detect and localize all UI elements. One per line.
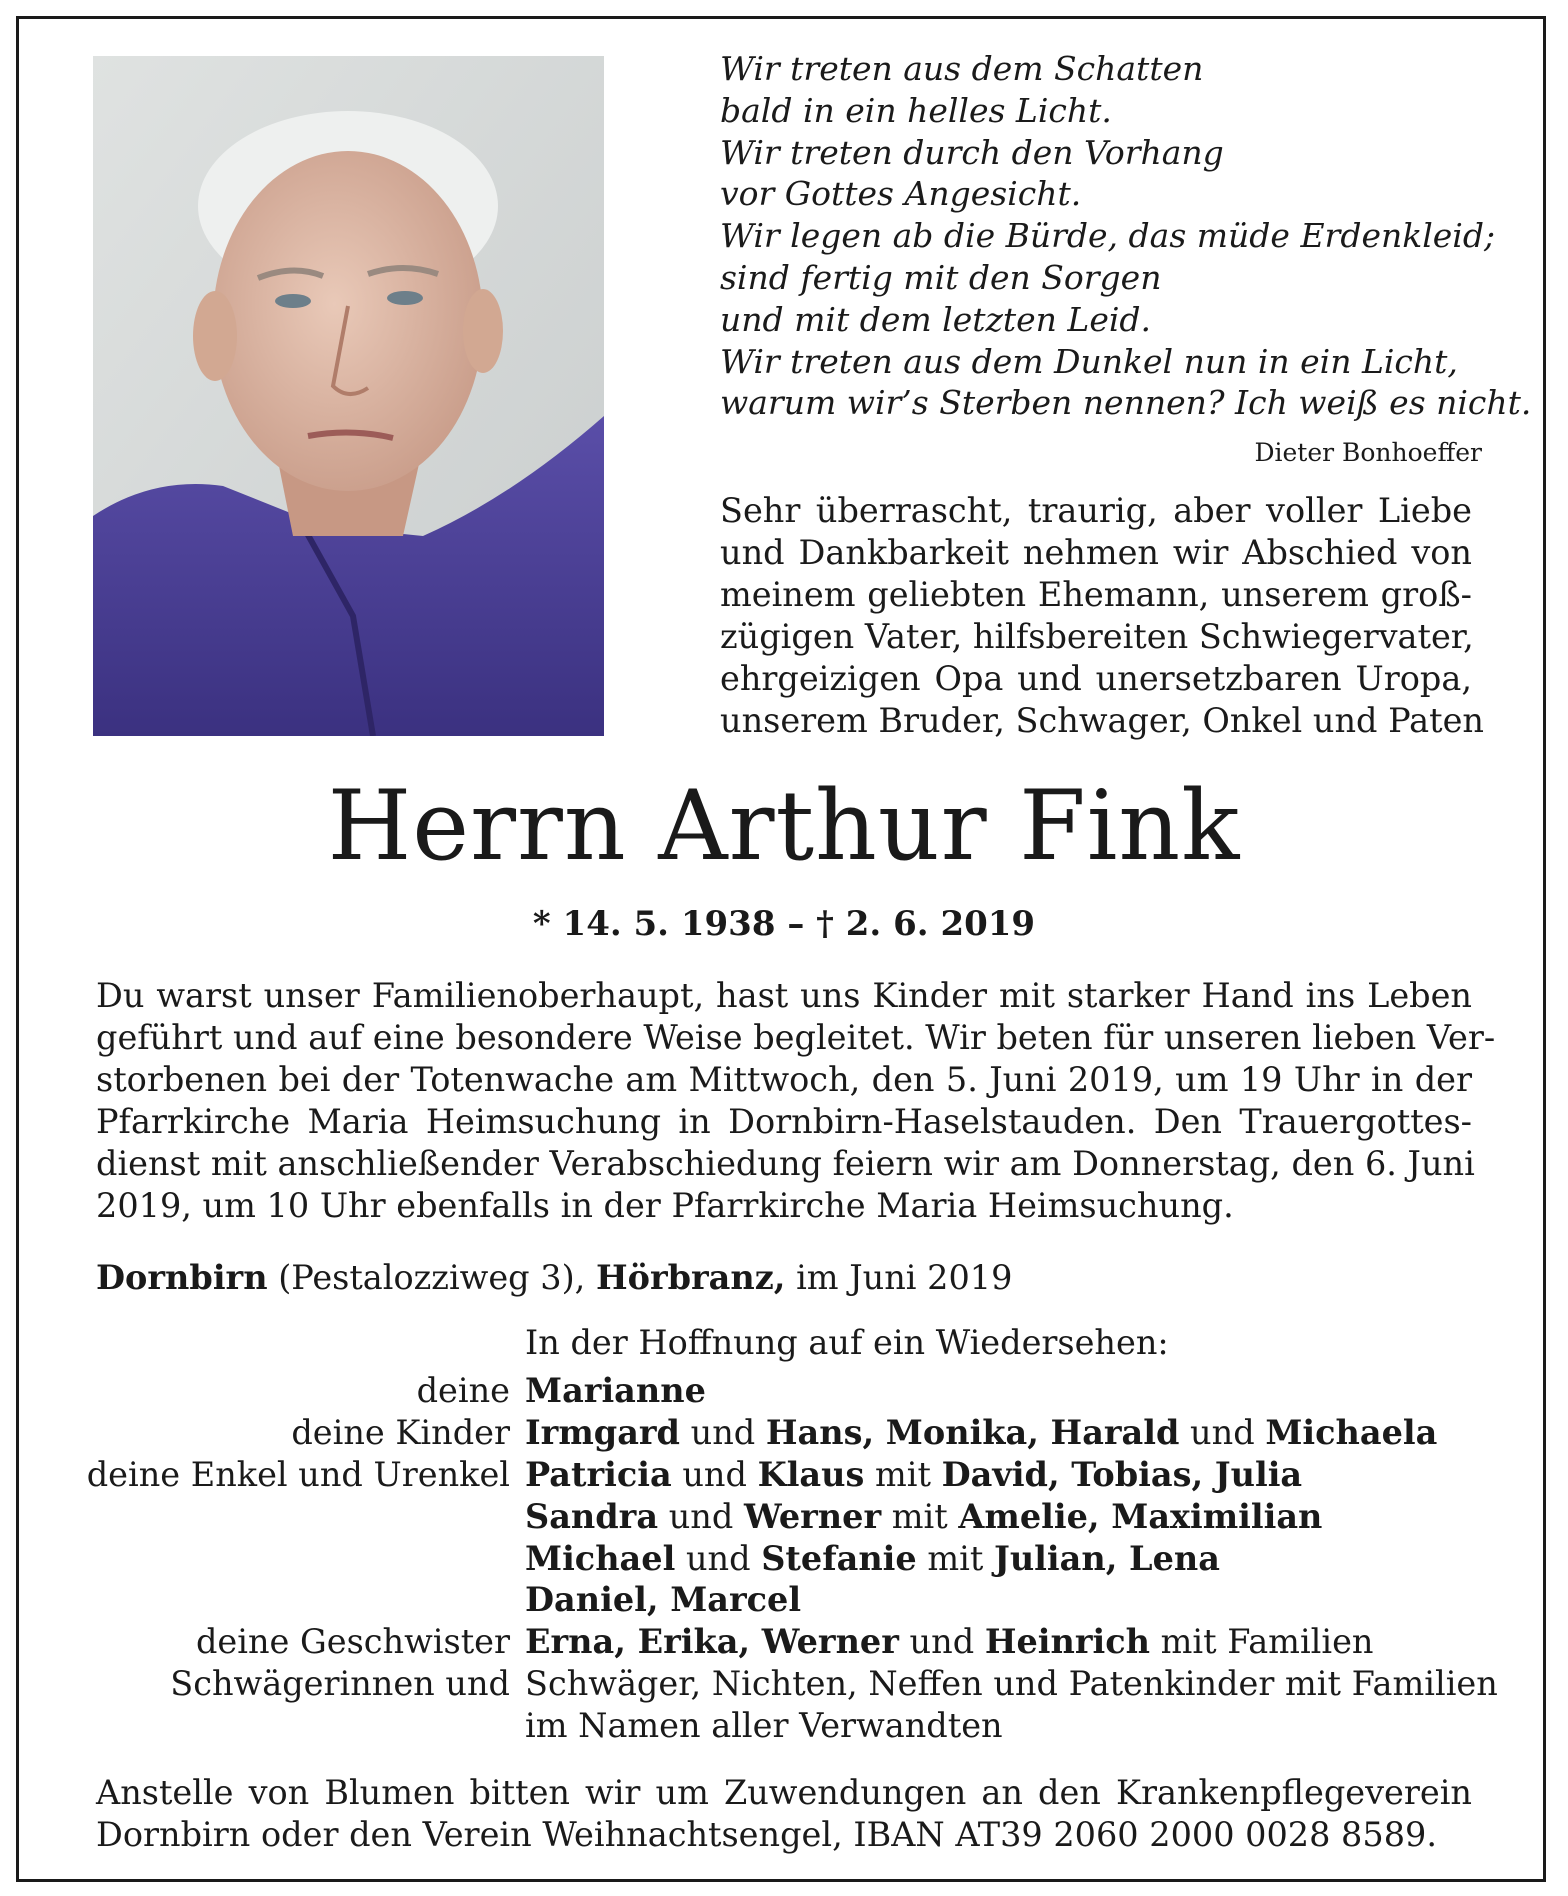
mourner-connector: mit bbox=[881, 1496, 959, 1536]
mourner-row bbox=[0, 1621, 1568, 1663]
intro-line: ehrgeizigen Opa und unersetzbaren Uropa, bbox=[720, 658, 1472, 698]
mourner-name: Daniel, Marcel bbox=[525, 1580, 802, 1620]
mourner-name: Marianne bbox=[525, 1371, 706, 1410]
service-line: dienst mit anschließender Verabschiedung feiern wir am Donnerstag, den 6. Juni bbox=[96, 1143, 1475, 1183]
service-line: geführt und auf eine besondere Weise begleitet. Wir beten für unseren lieben Ver- bbox=[96, 1017, 1496, 1057]
mourner-name: Amelie, Maximilian bbox=[958, 1496, 1323, 1536]
intro-line: unserem Bruder, Schwager, Onkel und Paten bbox=[720, 700, 1485, 740]
intro-paragraph bbox=[720, 490, 1485, 741]
service-line: storbenen bei der Totenwache am Mittwoch, den 5. Juni 2019, um 19 Uhr in der bbox=[96, 1059, 1472, 1099]
mourner-name: Irmgard bbox=[525, 1412, 680, 1452]
donation-line: Anstelle von Blumen bitten wir um Zuwendungen an den Krankenpflegeverein bbox=[96, 1773, 1472, 1812]
mourner-name: Erna, Erika, Werner bbox=[525, 1622, 899, 1662]
mourner-names bbox=[525, 1705, 1003, 1747]
mourner-name: Stefanie bbox=[761, 1538, 917, 1578]
mourner-names bbox=[525, 1454, 1302, 1496]
mourner-connector: und bbox=[679, 1412, 766, 1452]
place-date: im Juni 2019 bbox=[785, 1258, 1013, 1297]
mourner-row bbox=[0, 1496, 1568, 1538]
mourner-name: Julian, Lena bbox=[993, 1538, 1220, 1578]
place-city-2: Hörbranz, bbox=[595, 1258, 786, 1297]
mourners-list bbox=[0, 1370, 1568, 1747]
intro-line: und Dankbarkeit nehmen wir Abschied von bbox=[720, 532, 1472, 572]
mourner-names bbox=[525, 1663, 1498, 1705]
mourner-row bbox=[0, 1663, 1568, 1705]
mourner-connector: und bbox=[671, 1454, 758, 1494]
poem bbox=[720, 48, 1532, 424]
mourner-name: Heinrich bbox=[984, 1622, 1150, 1662]
mourner-row bbox=[0, 1705, 1568, 1747]
service-paragraph bbox=[96, 975, 1496, 1226]
mourner-name: Michaela bbox=[1265, 1412, 1438, 1452]
mourner-connector: Schwäger, Nichten, Neffen und Patenkinder mit Familien bbox=[525, 1664, 1498, 1704]
poem-line: Wir legen ab die Bürde, das müde Erdenkleid; bbox=[720, 216, 1496, 256]
mourner-names bbox=[525, 1370, 706, 1412]
place-date-line bbox=[96, 1258, 1012, 1297]
mourner-relation: Schwägerinnen und bbox=[170, 1664, 510, 1704]
service-line: Pfarrkirche Maria Heimsuchung in Dornbirn-Haselstauden. Den Trauergottes- bbox=[96, 1101, 1472, 1141]
mourner-connector: und bbox=[675, 1538, 762, 1578]
poem-line: Wir treten aus dem Schatten bbox=[720, 49, 1204, 88]
life-dates: * 14. 5. 1938 – † 2. 6. 2019 bbox=[532, 904, 1036, 944]
service-line: 2019, um 10 Uhr ebenfalls in der Pfarrkirche Maria Heimsuchung. bbox=[96, 1185, 1234, 1225]
poem-line: bald in ein helles Licht. bbox=[720, 90, 1112, 130]
mourner-name: Hans, Monika, Harald bbox=[765, 1412, 1180, 1452]
mourner-names bbox=[525, 1538, 1220, 1580]
mourner-connector: mit bbox=[916, 1538, 994, 1578]
mourner-names bbox=[525, 1621, 1374, 1663]
mourner-name: Michael bbox=[525, 1538, 676, 1578]
poem-line: sind fertig mit den Sorgen bbox=[720, 257, 1162, 297]
place-city-1: Dornbirn bbox=[96, 1258, 268, 1297]
donation-note bbox=[96, 1772, 1472, 1856]
mourner-row bbox=[0, 1454, 1568, 1496]
mourner-connector: und bbox=[658, 1496, 744, 1536]
mourner-name: Werner bbox=[743, 1496, 882, 1536]
mourner-connector: und bbox=[1179, 1412, 1266, 1452]
service-line: Du warst unser Familienoberhaupt, hast uns Kinder mit starker Hand ins Leben bbox=[96, 976, 1472, 1015]
mourner-relation: deine bbox=[416, 1371, 510, 1410]
mourner-connector: und bbox=[898, 1622, 985, 1662]
intro-line: zügigen Vater, hilfsbereiten Schwiegervater, bbox=[720, 616, 1474, 656]
portrait-photo bbox=[93, 56, 604, 736]
donation-line: Dornbirn oder den Verein Weihnachtsengel, IBAN AT39 2060 2000 0028 8589. bbox=[96, 1814, 1437, 1854]
mourner-relation: deine Kinder bbox=[291, 1412, 510, 1452]
mourner-name: Patricia bbox=[525, 1454, 672, 1494]
poem-line: und mit dem letzten Leid. bbox=[720, 299, 1152, 339]
mourner-row bbox=[0, 1370, 1568, 1412]
mourner-names bbox=[525, 1412, 1437, 1454]
mourner-relation: deine Geschwister bbox=[195, 1622, 510, 1662]
poem-line: Wir treten durch den Vorhang bbox=[720, 132, 1224, 172]
mourner-names bbox=[525, 1579, 801, 1621]
mourner-name: Sandra bbox=[525, 1496, 659, 1536]
mourner-connector: mit Familien bbox=[1150, 1622, 1374, 1662]
mourner-name: David, Tobias, Julia bbox=[941, 1454, 1303, 1494]
poem-author: Dieter Bonhoeffer bbox=[1254, 438, 1482, 467]
mourner-row bbox=[0, 1579, 1568, 1621]
mourner-names bbox=[525, 1496, 1322, 1538]
poem-line: warum wir’s Sterben nennen? Ich weiß es nicht. bbox=[720, 383, 1532, 423]
intro-line: meinem geliebten Ehemann, unserem groß- bbox=[720, 574, 1472, 614]
mourner-relation: deine Enkel und Urenkel bbox=[86, 1454, 510, 1494]
intro-line: Sehr überrascht, traurig, aber voller Liebe bbox=[720, 491, 1472, 530]
hope-line: In der Hoffnung auf ein Wiedersehen: bbox=[525, 1323, 1169, 1362]
mourner-row bbox=[0, 1538, 1568, 1580]
place-address: (Pestalozziweg 3), bbox=[267, 1258, 596, 1297]
poem-line: vor Gottes Angesicht. bbox=[720, 174, 1082, 214]
mourner-name: Klaus bbox=[757, 1454, 865, 1494]
mourner-connector: im Namen aller Verwandten bbox=[525, 1706, 1003, 1746]
poem-line: Wir treten aus dem Dunkel nun in ein Licht, bbox=[720, 341, 1458, 381]
mourner-connector: mit bbox=[864, 1454, 942, 1494]
mourner-row bbox=[0, 1412, 1568, 1454]
deceased-name: Herrn Arthur Fink bbox=[327, 770, 1241, 882]
